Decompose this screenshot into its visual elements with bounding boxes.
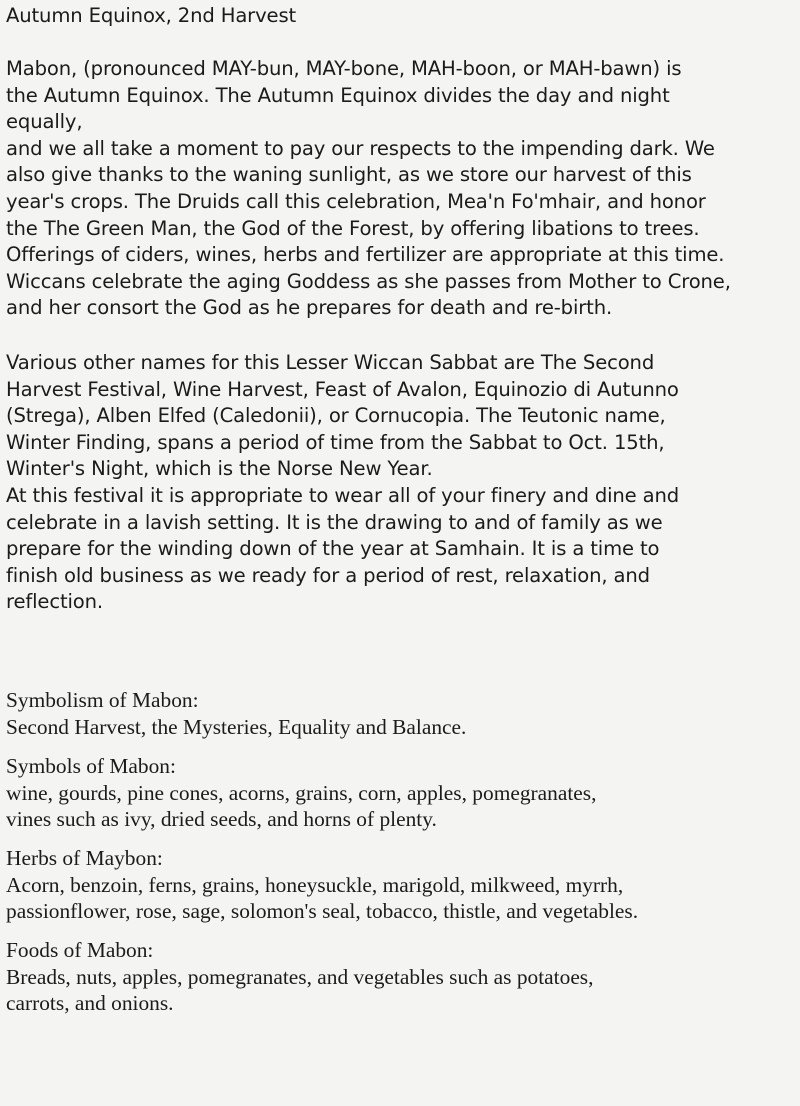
text-line: finish old business as we ready for a period of rest, relaxation, and	[6, 563, 650, 587]
paragraph-festival	[6, 483, 800, 617]
text-line: prepare for the winding down of the year at Samhain. It is a time to	[6, 537, 660, 561]
text-line: Wiccans celebrate the aging Goddess as she passes from Mother to Crone,	[6, 269, 731, 293]
spacer	[6, 617, 800, 687]
section-heading: Herbs of Maybon:	[6, 846, 163, 870]
text-line: (Strega), Alben Elfed (Caledonii), or Cornucopia. The Teutonic name,	[6, 404, 666, 428]
text-line: Acorn, benzoin, ferns, grains, honeysuckle, marigold, milkweed, myrrh,	[6, 872, 624, 897]
text-line: Winter Finding, spans a period of time from the Sabbat to Oct. 15th,	[6, 430, 665, 454]
section-symbols	[6, 753, 800, 845]
section-heading: Symbols of Mabon:	[6, 754, 176, 778]
text-line: celebrate in a lavish setting. It is the drawing to and of family as we	[6, 510, 663, 534]
section-heading: Symbolism of Mabon:	[6, 688, 199, 712]
text-line: carrots, and onions.	[6, 991, 174, 1016]
text-line: and we all take a moment to pay our respects to the impending dark. We	[6, 136, 715, 160]
text-line: Harvest Festival, Wine Harvest, Feast of Avalon, Equinozio di Autunno	[6, 377, 679, 401]
text-line: Second Harvest, the Mysteries, Equality and Balance.	[6, 714, 467, 739]
text-line: reflection.	[6, 590, 103, 614]
section-heading: Foods of Mabon:	[6, 938, 154, 962]
text-line: wine, gourds, pine cones, acorns, grains, corn, apples, pomegranates,	[6, 780, 597, 805]
text-line: the Autumn Equinox. The Autumn Equinox divides the day and night	[6, 83, 670, 107]
text-line: Mabon, (pronounced MAY-bun, MAY-bone, MAH-boon, or MAH-bawn) is	[6, 57, 682, 80]
text-line: also give thanks to the waning sunlight, as we store our harvest of this	[6, 163, 692, 187]
section-herbs	[6, 845, 800, 937]
section-symbolism	[6, 687, 800, 753]
text-line: Various other names for this Lesser Wiccan Sabbat are The Second	[6, 351, 655, 374]
text-line: Offerings of ciders, wines, herbs and fertilizer are appropriate at this time.	[6, 243, 725, 267]
text-line: the The Green Man, the God of the Forest, by offering libations to trees.	[6, 216, 700, 240]
text-line: year's crops. The Druids call this celebration, Mea'n Fo'mhair, and honor	[6, 189, 706, 213]
text-line: passionflower, rose, sage, solomon's seal, tobacco, thistle, and vegetables.	[6, 899, 639, 924]
document-title	[6, 3, 800, 56]
paragraph-mabon-intro	[6, 56, 800, 350]
text-line: equally,	[6, 110, 83, 134]
paragraph-other-names	[6, 350, 800, 483]
title-text: Autumn Equinox, 2nd Harvest	[6, 4, 297, 27]
text-line: and her consort the God as he prepares for death and re-birth.	[6, 296, 613, 320]
section-foods	[6, 937, 800, 1017]
text-line: Winter's Night, which is the Norse New Year.	[6, 457, 433, 481]
text-line: Breads, nuts, apples, pomegranates, and vegetables such as potatoes,	[6, 964, 594, 989]
text-line: vines such as ivy, dried seeds, and horns of plenty.	[6, 807, 437, 832]
text-line: At this festival it is appropriate to wear all of your finery and dine and	[6, 484, 680, 507]
